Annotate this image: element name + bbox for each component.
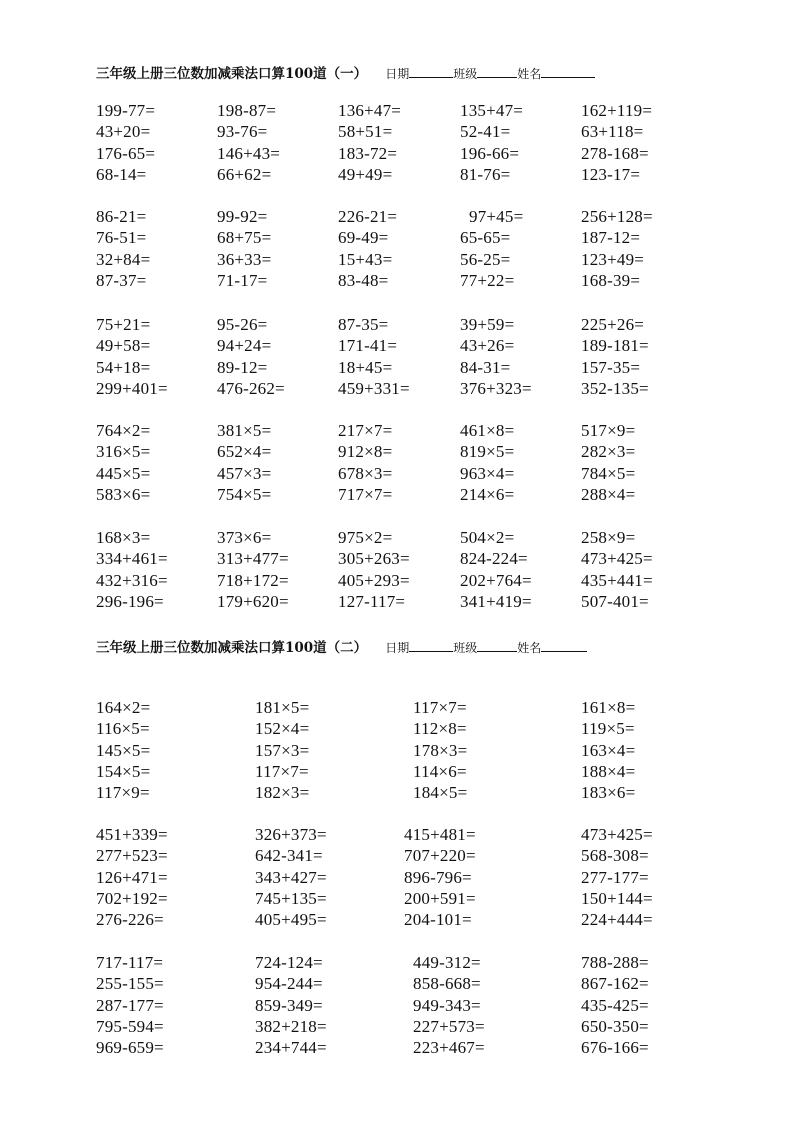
- math-problem: 373×6=: [217, 528, 272, 547]
- math-problem: 256+128=: [581, 207, 653, 226]
- math-problem: 71-17=: [217, 270, 268, 290]
- math-problem: 227+573=: [413, 1016, 485, 1036]
- date-blank: [409, 65, 453, 78]
- math-problem: 718+172=: [217, 570, 289, 590]
- math-problem: 405+495=: [255, 910, 327, 930]
- math-problem: 415+481=: [404, 825, 476, 844]
- math-problem: 181×5=: [255, 698, 310, 717]
- math-problem: 75+21=: [96, 315, 151, 334]
- math-problem: 150+144=: [581, 888, 653, 908]
- math-problem: 183×6=: [581, 783, 636, 803]
- math-problem: 313+477=: [217, 549, 289, 569]
- math-problem: 858-668=: [413, 974, 481, 994]
- name-label: 姓名: [517, 67, 542, 81]
- math-problem: 288×4=: [581, 484, 636, 504]
- math-problem: 969-659=: [96, 1038, 164, 1058]
- math-problem: 445×5=: [96, 463, 151, 483]
- math-problem: 504×2=: [460, 528, 515, 547]
- sheet2-fields: [385, 641, 587, 655]
- math-problem: 68-14=: [96, 164, 147, 184]
- math-problem: 114×6=: [413, 761, 467, 781]
- math-problem: 754×5=: [217, 484, 272, 504]
- math-problem: 95-26=: [217, 315, 268, 334]
- math-problem: 123-17=: [581, 164, 641, 184]
- date-label: 日期: [385, 641, 410, 655]
- math-problem: 145×5=: [96, 740, 151, 760]
- math-problem: 702+192=: [96, 888, 168, 908]
- math-problem: 39+59=: [460, 315, 515, 334]
- math-problem: 724-124=: [255, 953, 323, 972]
- math-problem: 66+62=: [217, 164, 272, 184]
- math-problem: 819×5=: [460, 442, 515, 462]
- math-problem: 650-350=: [581, 1016, 649, 1036]
- math-problem: 163×4=: [581, 740, 636, 760]
- math-problem: 341+419=: [460, 591, 532, 611]
- math-problem: 299+401=: [96, 378, 168, 398]
- math-problem: 32+84=: [96, 249, 151, 269]
- math-problem: 168×3=: [96, 528, 151, 547]
- math-problem: 15+43=: [338, 249, 393, 269]
- math-problem: 287-177=: [96, 995, 164, 1015]
- math-problem: 652×4=: [217, 442, 272, 462]
- math-problem: 146+43=: [217, 143, 281, 163]
- sheet1-fields: [385, 67, 595, 81]
- math-problem: 196-66=: [460, 143, 520, 163]
- math-problem: 867-162=: [581, 974, 649, 994]
- math-problem: 178×3=: [413, 740, 468, 760]
- math-problem: 473+425=: [581, 549, 653, 569]
- math-problem: 432+316=: [96, 570, 168, 590]
- math-problem: 507-401=: [581, 591, 649, 611]
- math-problem: 69-49=: [338, 228, 389, 248]
- math-problem: 305+263=: [338, 549, 410, 569]
- math-problem: 164×2=: [96, 698, 151, 717]
- math-problem: 119×5=: [581, 719, 635, 739]
- math-problem: 217×7=: [338, 421, 393, 440]
- math-problem: 49+58=: [96, 336, 151, 356]
- math-problem: 182×3=: [255, 783, 310, 803]
- math-problem: 457×3=: [217, 463, 272, 483]
- math-problem: 912×8=: [338, 442, 393, 462]
- math-problem: 476-262=: [217, 378, 285, 398]
- math-problem: 764×2=: [96, 421, 151, 440]
- math-problem: 154×5=: [96, 761, 151, 781]
- math-problem: 435-425=: [581, 995, 649, 1015]
- math-problem: 824-224=: [460, 549, 528, 569]
- math-problem: 86-21=: [96, 207, 147, 226]
- sheet2-header: [96, 636, 587, 656]
- math-problem: 56-25=: [460, 249, 511, 269]
- class-label: 班级: [453, 67, 478, 81]
- math-problem: 200+591=: [404, 888, 476, 908]
- math-problem: 258×9=: [581, 528, 636, 547]
- math-problem: 94+24=: [217, 336, 272, 356]
- math-problem: 896-796=: [404, 867, 472, 887]
- math-problem: 43+26=: [460, 336, 515, 356]
- math-problem: 224+444=: [581, 910, 653, 930]
- class-blank: [477, 639, 517, 652]
- math-problem: 234+744=: [255, 1038, 327, 1058]
- math-problem: 352-135=: [581, 378, 649, 398]
- math-problem: 189-181=: [581, 336, 649, 356]
- math-problem: 135+47=: [460, 101, 524, 120]
- math-problem: 43+20=: [96, 122, 151, 142]
- math-problem: 282×3=: [581, 442, 636, 462]
- math-problem: 949-343=: [413, 995, 481, 1015]
- math-problem: 199-77=: [96, 101, 156, 120]
- math-problem: 223+467=: [413, 1038, 485, 1058]
- math-problem: 717×7=: [338, 484, 393, 504]
- math-problem: 277-177=: [581, 867, 649, 887]
- date-label: 日期: [385, 67, 410, 81]
- math-problem: 381×5=: [217, 421, 272, 440]
- math-problem: 255-155=: [96, 974, 164, 994]
- math-problem: 83-48=: [338, 270, 389, 290]
- math-problem: 376+323=: [460, 378, 532, 398]
- math-problem: 198-87=: [217, 101, 277, 120]
- math-problem: 184×5=: [413, 783, 468, 803]
- math-problem: 152×4=: [255, 719, 310, 739]
- math-problem: 859-349=: [255, 995, 323, 1015]
- math-problem: 583×6=: [96, 484, 151, 504]
- math-problem: 784×5=: [581, 463, 636, 483]
- math-problem: 176-65=: [96, 143, 156, 163]
- math-problem: 226-21=: [338, 207, 398, 226]
- math-problem: 123+49=: [581, 249, 645, 269]
- math-problem: 278-168=: [581, 143, 649, 163]
- math-problem: 568-308=: [581, 846, 649, 866]
- math-problem: 449-312=: [413, 953, 481, 972]
- math-problem: 99-92=: [217, 207, 268, 226]
- math-problem: 168-39=: [581, 270, 641, 290]
- math-problem: 795-594=: [96, 1016, 164, 1036]
- math-problem: 405+293=: [338, 570, 410, 590]
- math-problem: 517×9=: [581, 421, 636, 440]
- math-problem: 187-12=: [581, 228, 641, 248]
- math-problem: 678×3=: [338, 463, 393, 483]
- math-problem: 157-35=: [581, 357, 641, 377]
- math-problem: 788-288=: [581, 953, 649, 972]
- math-problem: 52-41=: [460, 122, 511, 142]
- math-problem: 459+331=: [338, 378, 410, 398]
- math-problem: 334+461=: [96, 549, 168, 569]
- math-problem: 435+441=: [581, 570, 653, 590]
- name-blank: [541, 639, 587, 652]
- math-problem: 76-51=: [96, 228, 147, 248]
- math-problem: 68+75=: [217, 228, 272, 248]
- math-problem: 89-12=: [217, 357, 268, 377]
- math-problem: 54+18=: [96, 357, 151, 377]
- math-problem: 296-196=: [96, 591, 164, 611]
- math-problem: 77+22=: [460, 270, 515, 290]
- math-problem: 451+339=: [96, 825, 168, 844]
- math-problem: 717-117=: [96, 953, 164, 972]
- math-problem: 36+33=: [217, 249, 272, 269]
- math-problem: 214×6=: [460, 484, 515, 504]
- math-problem: 162+119=: [581, 101, 653, 120]
- sheet1-title: 三年级上册三位数加减乘法口算100道（一）: [96, 66, 368, 82]
- math-problem: 93-76=: [217, 122, 268, 142]
- class-label: 班级: [453, 641, 478, 655]
- math-problem: 202+764=: [460, 570, 532, 590]
- math-problem: 87-37=: [96, 270, 147, 290]
- math-problem: 63+118=: [581, 122, 644, 142]
- math-problem: 745+135=: [255, 888, 327, 908]
- math-problem: 316×5=: [96, 442, 151, 462]
- math-problem: 126+471=: [96, 867, 168, 887]
- date-blank: [409, 639, 453, 652]
- math-problem: 276-226=: [96, 910, 164, 930]
- math-problem: 326+373=: [255, 825, 327, 844]
- math-problem: 204-101=: [404, 910, 472, 930]
- sheet2-title: 三年级上册三位数加减乘法口算100道（二）: [96, 640, 368, 656]
- math-problem: 171-41=: [338, 336, 398, 356]
- math-problem: 81-76=: [460, 164, 511, 184]
- math-problem: 117×9=: [96, 783, 150, 803]
- class-blank: [477, 65, 517, 78]
- math-problem: 461×8=: [460, 421, 515, 440]
- name-label: 姓名: [517, 641, 542, 655]
- math-problem: 382+218=: [255, 1016, 327, 1036]
- math-problem: 161×8=: [581, 698, 636, 717]
- math-problem: 225+26=: [581, 315, 645, 334]
- math-problem: 277+523=: [96, 846, 168, 866]
- math-problem: 84-31=: [460, 357, 511, 377]
- math-problem: 136+47=: [338, 101, 402, 120]
- math-problem: 963×4=: [460, 463, 515, 483]
- sheet1-header: [96, 62, 595, 82]
- math-problem: 676-166=: [581, 1038, 649, 1058]
- math-problem: 179+620=: [217, 591, 289, 611]
- math-problem: 975×2=: [338, 528, 393, 547]
- math-problem: 707+220=: [404, 846, 476, 866]
- math-problem: 188×4=: [581, 761, 636, 781]
- math-problem: 112×8=: [413, 719, 467, 739]
- math-problem: 343+427=: [255, 867, 327, 887]
- math-problem: 954-244=: [255, 974, 323, 994]
- math-problem: 117×7=: [413, 698, 467, 717]
- math-problem: 157×3=: [255, 740, 310, 760]
- math-problem: 642-341=: [255, 846, 323, 866]
- math-problem: 117×7=: [255, 761, 309, 781]
- math-problem: 97+45=: [469, 207, 524, 226]
- math-problem: 127-117=: [338, 591, 406, 611]
- name-blank: [541, 65, 595, 78]
- math-problem: 65-65=: [460, 228, 511, 248]
- math-problem: 473+425=: [581, 825, 653, 844]
- math-problem: 116×5=: [96, 719, 150, 739]
- math-problem: 49+49=: [338, 164, 393, 184]
- math-problem: 18+45=: [338, 357, 393, 377]
- math-problem: 183-72=: [338, 143, 398, 163]
- math-problem: 58+51=: [338, 122, 393, 142]
- math-problem: 87-35=: [338, 315, 389, 334]
